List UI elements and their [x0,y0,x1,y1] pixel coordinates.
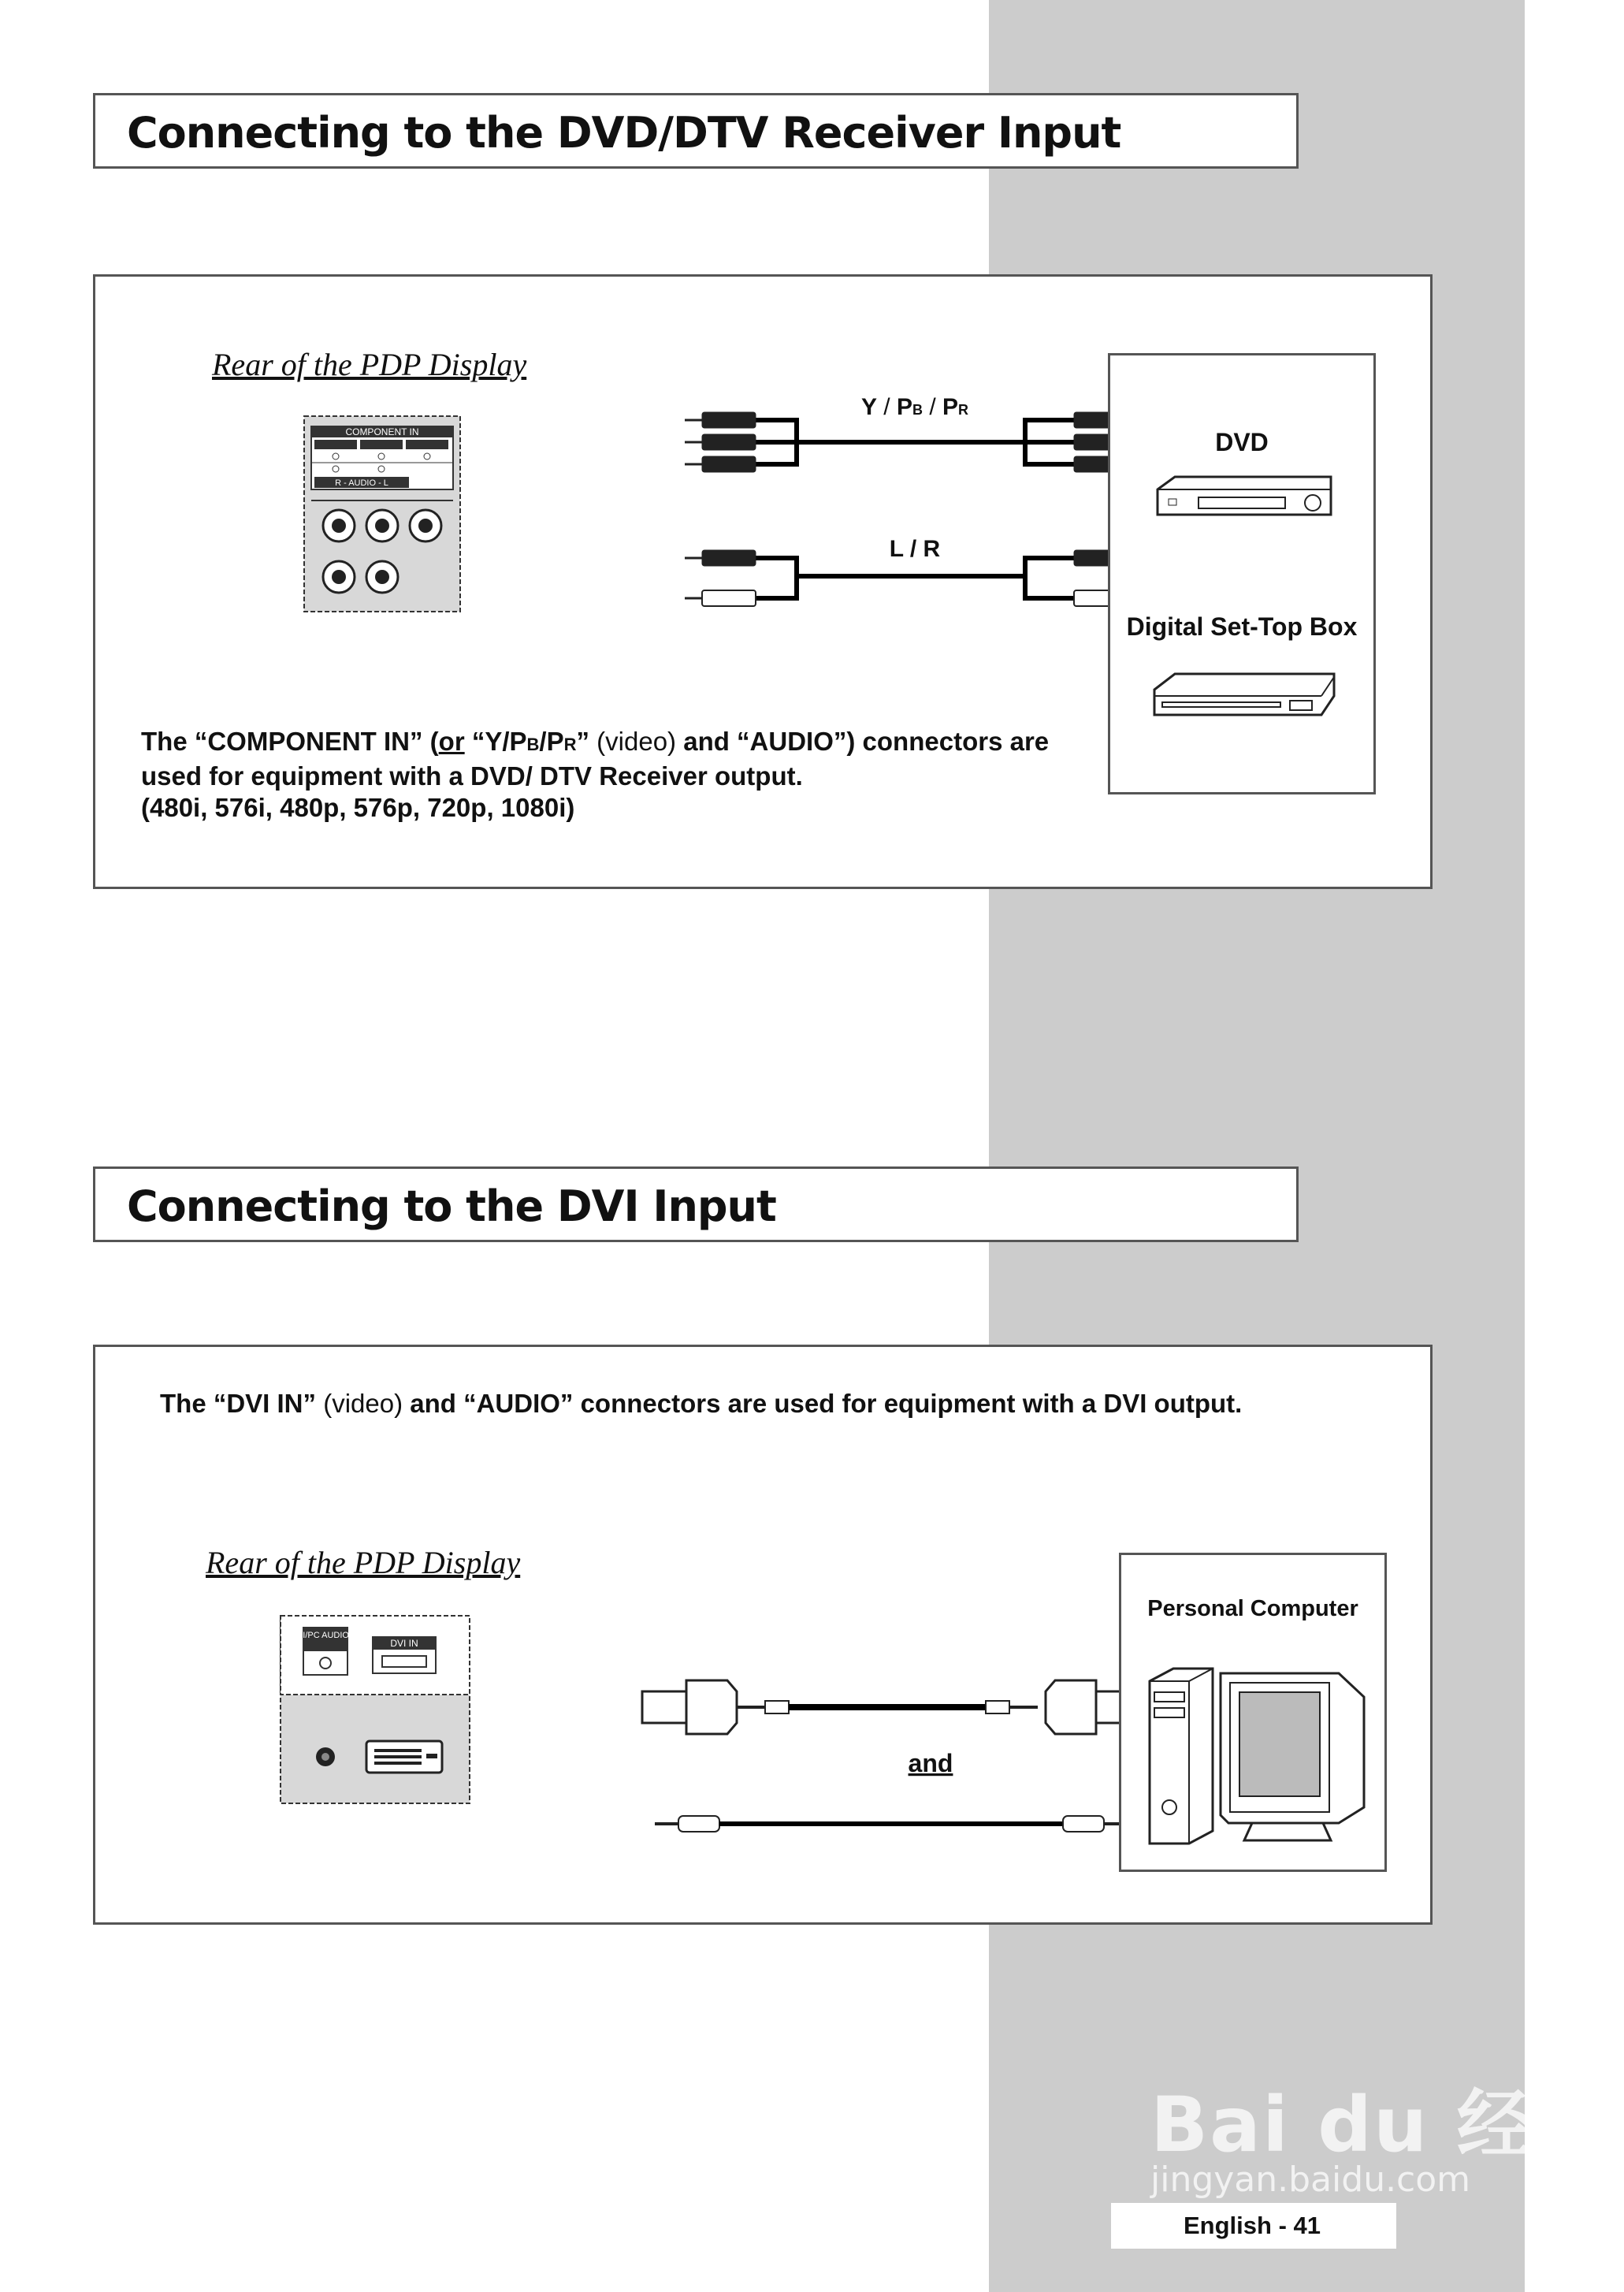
section-2-title-box [93,1166,1299,1242]
dvi-audio-in-label: DVI/PC AUDIO IN [290,1631,361,1640]
dvi-in-label: DVI IN [390,1638,418,1649]
page-number: English - 41 [1184,2212,1321,2239]
settop-box-label: Digital Set-Top Box [1126,612,1358,641]
footer-box [1111,2203,1396,2249]
dvi-cables-illustration [639,1674,1143,1863]
dvd-label: DVD [1215,428,1269,456]
watermark-brand: Bai du 经验 [1150,2081,1611,2169]
dvd-player-icon [1151,474,1337,529]
section-1-title: Connecting to the DVD/DTV Receiver Input [127,108,1121,158]
personal-computer-icon [1142,1665,1370,1855]
component-cables-illustration [663,395,1167,616]
section-1-title-box [93,93,1299,169]
video-cable-label: Y / PB / PR [860,395,969,420]
audio-label: R - AUDIO - L [335,478,388,488]
watermark-url: jingyan.baidu.com [1150,2160,1471,2200]
component-panel-illustration [303,415,461,612]
rear-caption-2: Rear of the PDP Display [206,1545,521,1580]
section-1-device-box [1108,353,1376,794]
personal-computer-label: Personal Computer [1147,1596,1358,1621]
audio-cable-label: L / R [889,536,941,562]
and-connector-label: and [908,1749,953,1777]
dvi-panel-illustration [280,1615,470,1804]
component-in-label: COMPONENT IN [345,426,419,437]
section-2-device-box [1119,1553,1387,1872]
baidu-watermark [1150,2065,1611,2200]
section-2-description: The “DVI IN” (video) and “AUDIO” connectors are used for equipment with a DVI output. [160,1389,1243,1418]
section-2-title: Connecting to the DVI Input [127,1181,776,1231]
section-1-description: The “COMPONENT IN” (or “Y/PB/PR” (video) and “AUDIO”) connectors are used for equipment with a DVD/ DTV Receiver output. (480i, 576i, 480p, 576p, 720p, 1080i) [141,727,1050,822]
settop-box-icon [1148,671,1340,734]
rear-caption-1: Rear of the PDP Display [212,347,527,382]
